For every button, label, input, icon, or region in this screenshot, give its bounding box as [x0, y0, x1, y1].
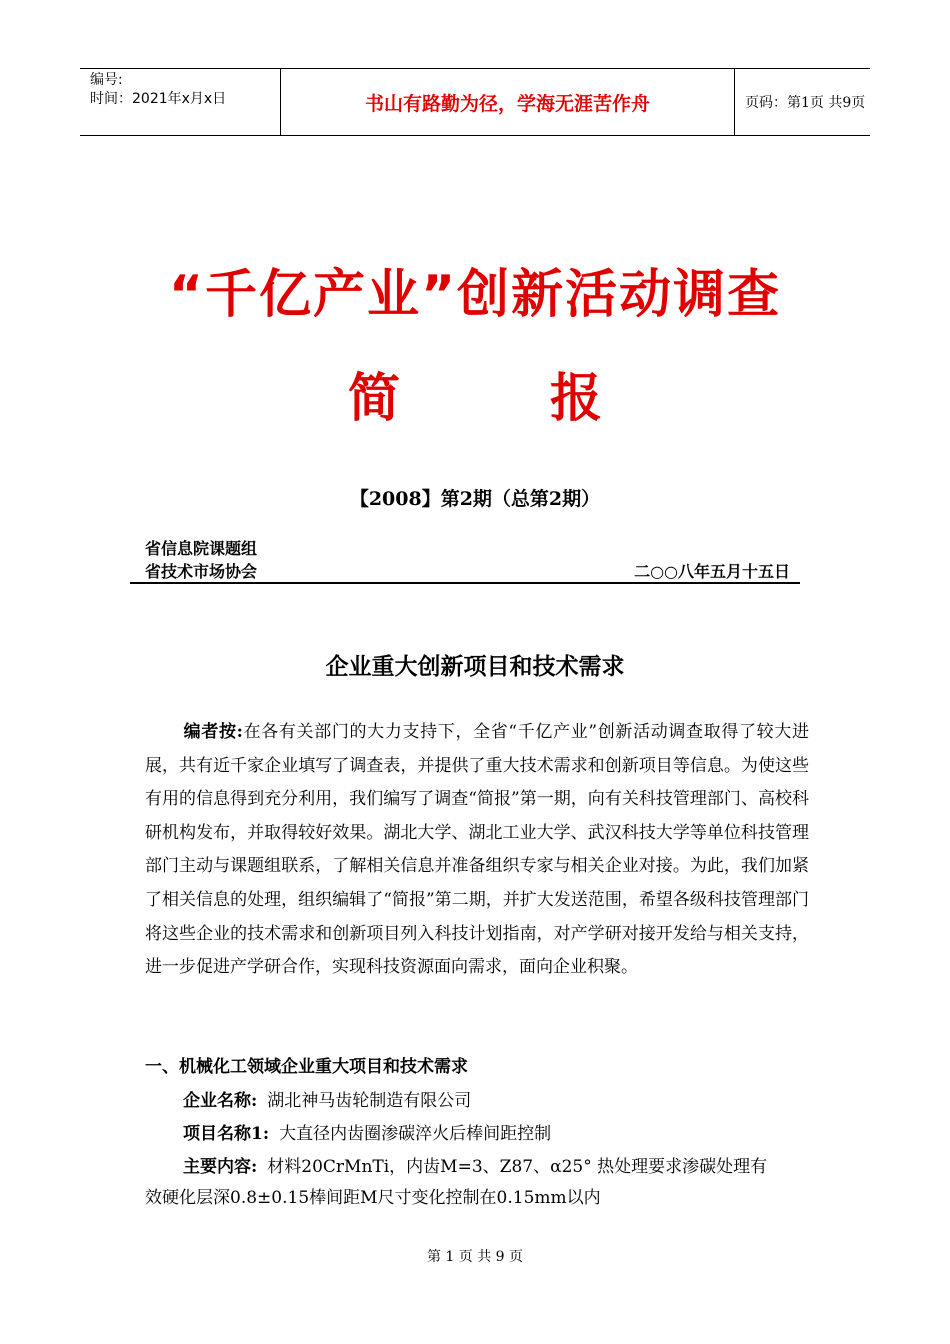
document-time-label: 时间：2021年x月x日 — [90, 91, 227, 107]
project-row — [183, 1119, 551, 1144]
bulletin-title-char-1: 简 — [347, 369, 400, 429]
divider-rule — [130, 582, 800, 584]
main-title: “千亿产业”创新活动调查 — [168, 265, 782, 325]
document-number-label: 编号: — [90, 72, 123, 88]
header-meta — [80, 69, 280, 135]
header-page-info: 页码：第1页 共9页 — [745, 95, 866, 111]
publish-date: 二○○八年五月十五日 — [634, 562, 790, 581]
header-motto: 书山有路勤为径，学海无涯苦作舟 — [280, 69, 735, 135]
project-name: 大直径内齿圈渗碳淬火后棒间距控制 — [279, 1124, 552, 1144]
editor-note-text: 在各有关部门的大力支持下，全省“千亿产业”创新活动调查取得了较大进展，共有近千家企业填写了调查表，并提供了重大技术需求和创新项目等信息。为使这些有用的信息得到充分利用，我们编写了调查“简报”第一期，向有关科技管理部门、高校科研机构发布，并取得较好效果。湖北大学、湖北工业大学、武汉科技大学等单位科技管理部门主动与课题组联系，了解相关信息并准备组织专家与相关企业对接。为此，我们加紧了相关信息的处理，组织编辑了“简报”第二期，并扩大发送范围，希望各级科技管理部门将这些企业的技术需求和创新项目列入科技计划指南，对产学研对接开发给与相关支持，进一步促进产学研合作，实现科技资源面向需求，面向企业积聚。 — [145, 722, 809, 978]
editor-note-lead: 编者按: — [183, 722, 243, 742]
section1-heading: 一、机械化工领域企业重大项目和技术需求 — [145, 1057, 468, 1077]
bulletin-title-char-2: 报 — [550, 369, 603, 429]
content-line-1: 材料20CrMnTi，内齿M=3、Z87、α25° 热处理要求渗碳处理有 — [267, 1157, 768, 1177]
company-row — [183, 1086, 471, 1111]
content-line-2: 效硬化层深0.8±0.15棒间距M尺寸变化控制在0.15mm以内 — [145, 1188, 601, 1208]
content-row — [183, 1152, 767, 1177]
section-title: 企业重大创新项目和技术需求 — [325, 653, 625, 680]
org-line-2: 省技术市场协会 — [145, 562, 258, 581]
content-label: 主要内容: — [183, 1157, 258, 1177]
org-line-1: 省信息院课题组 — [145, 539, 258, 558]
page-footer: 第 1 页 共 9 页 — [426, 1249, 524, 1265]
header-table — [80, 68, 870, 136]
editor-note — [145, 716, 809, 985]
company-label: 企业名称: — [183, 1091, 258, 1111]
project-label: 项目名称1: — [183, 1124, 270, 1144]
issue-number: 【2008】第2期（总第2期） — [349, 488, 601, 510]
bulletin-title — [0, 356, 950, 431]
company-name: 湖北神马齿轮制造有限公司 — [267, 1091, 472, 1111]
